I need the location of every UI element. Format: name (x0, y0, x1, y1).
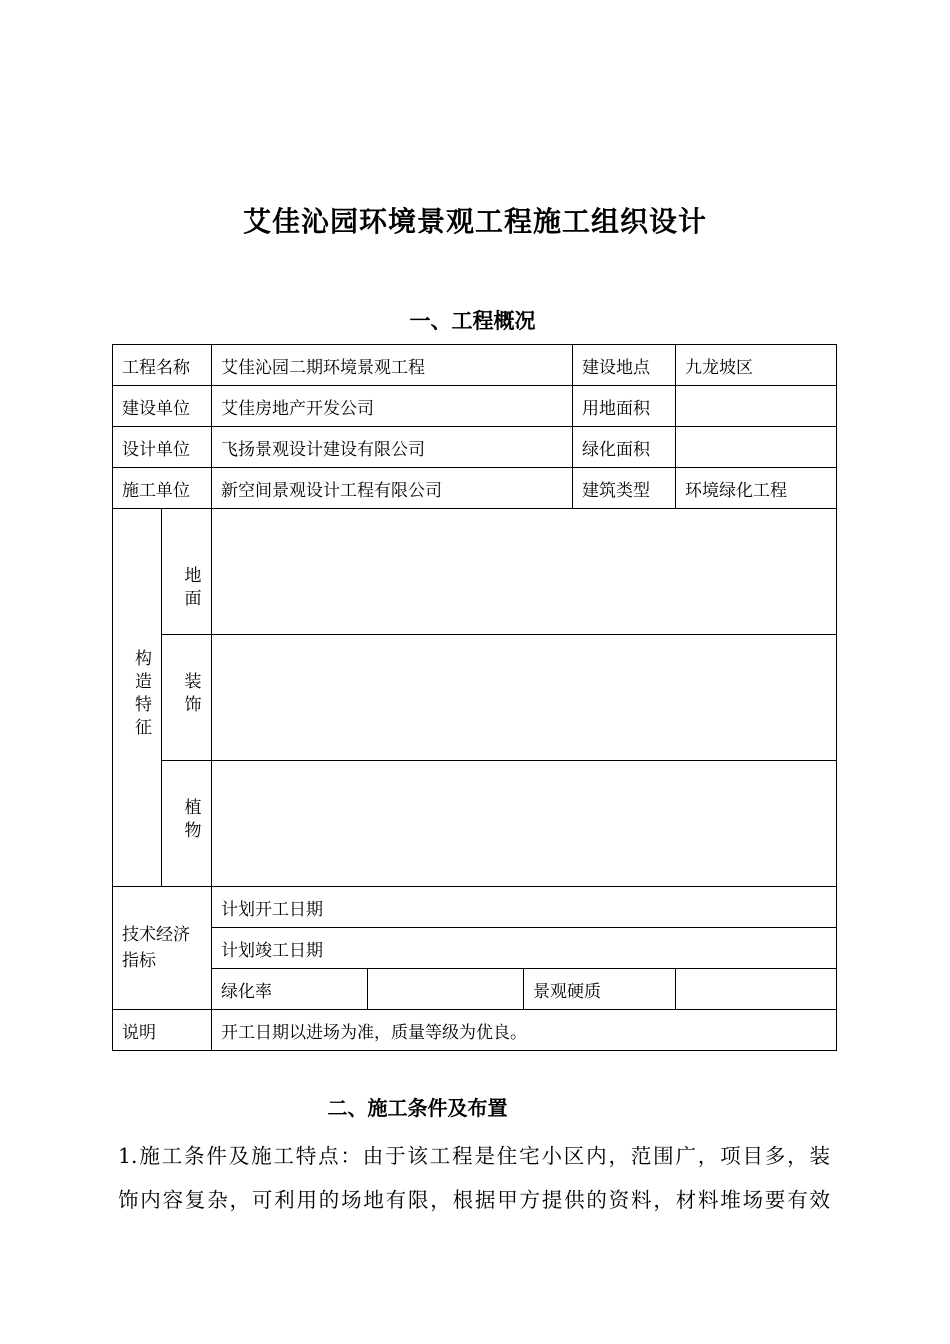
paragraph-line: 1.施工条件及施工特点：由于该工程是住宅小区内，范围广，项目多，装 (118, 1144, 830, 1168)
cell-value-building-type: 环境绿化工程 (676, 468, 837, 509)
cell-label-structure (113, 509, 162, 887)
cell-value-site-location: 九龙坡区 (676, 345, 837, 386)
cell-label-notes: 说明 (113, 1010, 212, 1051)
table-row (113, 928, 837, 969)
cell-label-owner: 建设单位 (113, 386, 212, 427)
cell-value-designer: 飞扬景观设计建设有限公司 (212, 427, 573, 468)
table-row (113, 468, 837, 509)
cell-value-ground (212, 509, 837, 635)
table-row (113, 761, 837, 887)
cell-value-hardscape (676, 969, 837, 1010)
cell-planned-start: 计划开工日期 (212, 887, 837, 928)
table-row (113, 427, 837, 468)
cell-label-contractor: 施工单位 (113, 468, 212, 509)
tech-label-line2: 指标 (122, 951, 156, 971)
cell-value-notes: 开工日期以进场为准，质量等级为优良。 (212, 1010, 837, 1051)
cell-value-green-area (676, 427, 837, 468)
cell-value-project-name: 艾佳沁园二期环境景观工程 (212, 345, 573, 386)
project-overview-table (112, 344, 837, 1051)
cell-value-land-area (676, 386, 837, 427)
structure-decoration-label: 装饰 (180, 672, 201, 718)
cell-value-decoration (212, 635, 837, 761)
cell-label-designer: 设计单位 (113, 427, 212, 468)
structure-plants-label: 植物 (180, 798, 201, 844)
structure-ground-label: 地面 (180, 566, 201, 612)
cell-label-hardscape: 景观硬质 (524, 969, 676, 1010)
cell-value-greening-rate (368, 969, 524, 1010)
cell-label-plants (162, 761, 212, 887)
table-row (113, 345, 837, 386)
document-title: 艾佳沁园环境景观工程施工组织设计 (242, 205, 707, 238)
cell-value-contractor: 新空间景观设计工程有限公司 (212, 468, 573, 509)
table-row (113, 386, 837, 427)
body-paragraph (118, 1134, 830, 1222)
cell-label-project-name: 工程名称 (113, 345, 212, 386)
structure-label: 构造特征 (131, 649, 151, 741)
cell-label-tech-indicators (113, 887, 212, 1010)
cell-label-decoration (162, 635, 212, 761)
cell-label-green-area: 绿化面积 (573, 427, 676, 468)
table-row (113, 1010, 837, 1051)
table-row (113, 635, 837, 761)
section-heading-conditions: 二、施工条件及布置 (327, 1096, 508, 1120)
cell-label-site-location: 建设地点 (573, 345, 676, 386)
cell-label-ground (162, 509, 212, 635)
cell-label-building-type: 建筑类型 (573, 468, 676, 509)
table-row (113, 887, 837, 928)
table-row (113, 509, 837, 635)
cell-value-plants (212, 761, 837, 887)
table-row (113, 969, 837, 1010)
cell-label-greening-rate: 绿化率 (212, 969, 368, 1010)
tech-label-line1: 技术经济 (122, 925, 190, 945)
cell-label-land-area: 用地面积 (573, 386, 676, 427)
paragraph-line: 饰内容复杂，可利用的场地有限，根据甲方提供的资料，材料堆场要有效 (118, 1188, 830, 1212)
cell-planned-end: 计划竣工日期 (212, 928, 837, 969)
cell-value-owner: 艾佳房地产开发公司 (212, 386, 573, 427)
section-heading-overview: 一、工程概况 (409, 308, 536, 333)
